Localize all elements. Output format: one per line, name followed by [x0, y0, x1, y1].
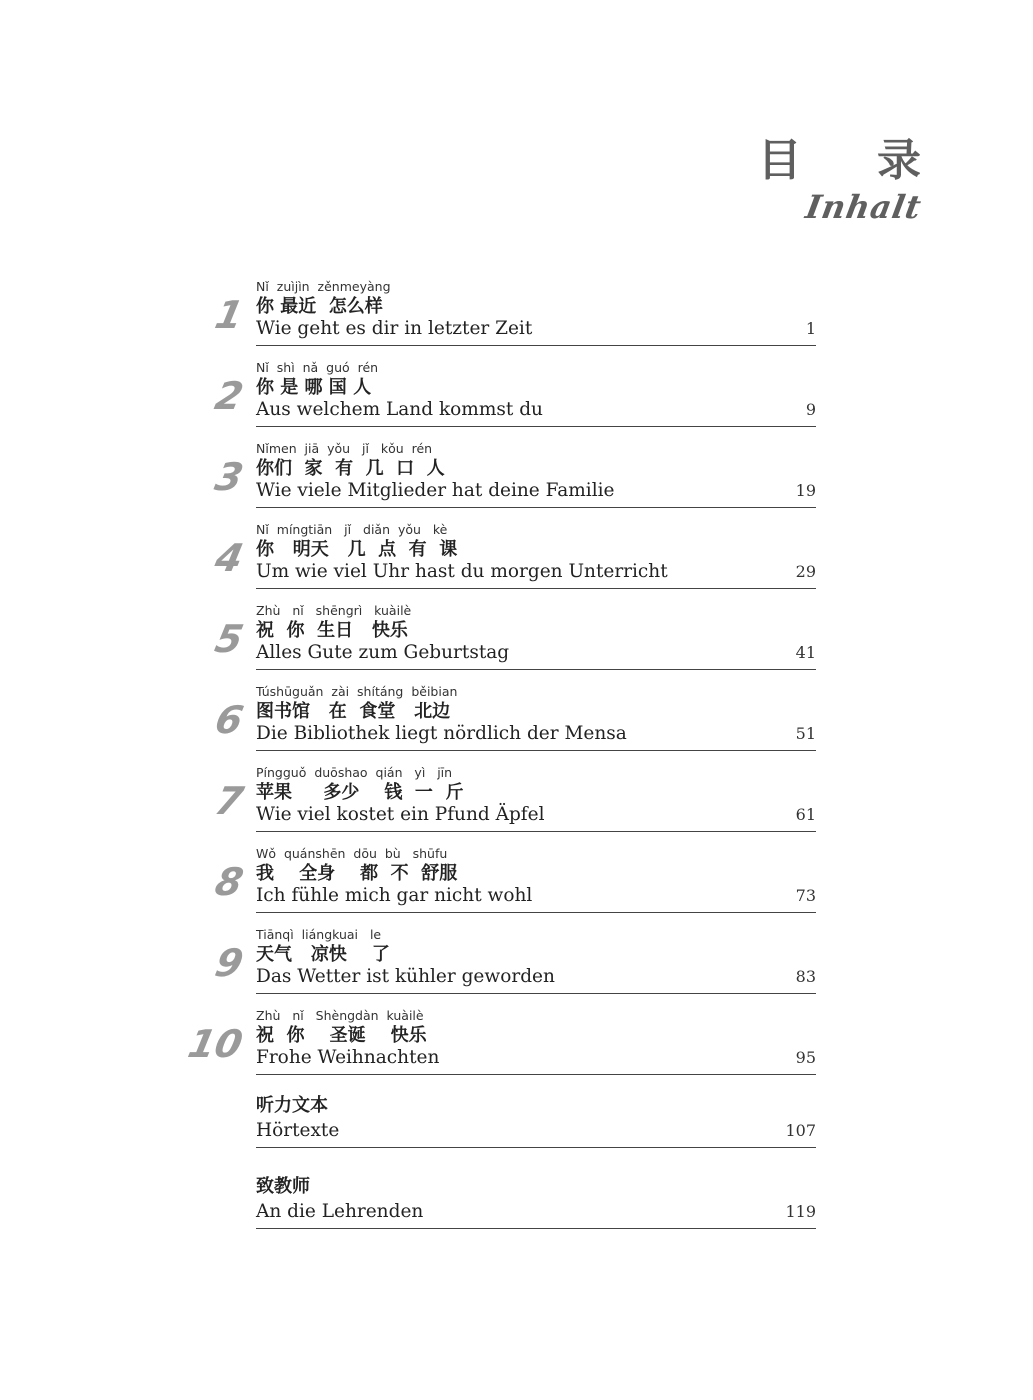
toc-entry-lesson-10[interactable] [184, 1008, 816, 1075]
lesson-pinyin: Nǐ shì nǎ guó rén [256, 360, 379, 375]
lesson-title-german: Um wie viel Uhr hast du morgen Unterricht [256, 561, 668, 582]
lesson-number: 4 [210, 536, 247, 580]
lesson-title-chinese: 苹果 多少 钱 一 斤 [256, 782, 464, 803]
page-number: 73 [795, 886, 816, 905]
lesson-title-chinese: 你 最近 怎么样 [256, 296, 383, 317]
lesson-title-german: Das Wetter ist kühler geworden [256, 966, 555, 987]
lesson-pinyin: Zhù nǐ Shèngdàn kuàilè [256, 1008, 424, 1023]
lesson-pinyin: Wǒ quánshēn dōu bù shūfu [256, 846, 448, 861]
page-number: 29 [795, 562, 816, 581]
lesson-number: 5 [210, 617, 247, 661]
page-number: 19 [795, 481, 816, 500]
page-number: 61 [795, 805, 816, 824]
page-number: 9 [805, 400, 816, 419]
lesson-pinyin: Túshūguǎn zài shítáng běibian [256, 684, 458, 699]
lesson-number: 2 [210, 374, 247, 418]
toc-entry-hoertexte[interactable] [256, 1094, 816, 1148]
lesson-pinyin: Nǐ míngtiān jǐ diǎn yǒu kè [256, 522, 448, 537]
lesson-pinyin: Zhù nǐ shēngrì kuàilè [256, 603, 412, 618]
page-number: 51 [795, 724, 816, 743]
toc-entry-lehrende[interactable] [256, 1175, 816, 1229]
toc-entry-lesson-6[interactable] [210, 684, 816, 751]
section-title-chinese: 听力文本 [256, 1095, 328, 1116]
page-heading [757, 135, 951, 226]
section-title-german: Hörtexte [256, 1120, 340, 1141]
lesson-title-german: Wie viele Mitglieder hat deine Familie [256, 480, 615, 501]
toc-entry-lesson-4[interactable] [210, 522, 816, 589]
page-number: 95 [795, 1048, 816, 1067]
section-title-german: An die Lehrenden [256, 1201, 424, 1222]
section-title-chinese: 致教师 [256, 1176, 310, 1197]
toc-entry-lesson-5[interactable] [210, 603, 816, 670]
toc-entry-lesson-2[interactable] [210, 360, 816, 427]
heading-chinese: 目 录 [757, 135, 951, 186]
heading-german: Inhalt [802, 188, 925, 226]
lesson-title-chinese: 祝 你 圣诞 快乐 [256, 1025, 427, 1046]
page-number: 107 [785, 1121, 816, 1140]
lesson-title-german: Die Bibliothek liegt nördlich der Mensa [256, 723, 627, 744]
lesson-pinyin: Píngguǒ duōshao qián yì jīn [256, 765, 453, 780]
toc-entry-lesson-1[interactable] [210, 279, 816, 346]
lesson-number: 9 [210, 941, 247, 985]
lesson-title-german: Frohe Weihnachten [256, 1047, 440, 1068]
page-number: 119 [785, 1202, 816, 1221]
lesson-title-chinese: 你 明天 几 点 有 课 [256, 539, 458, 560]
lesson-pinyin: Nǐmen jiā yǒu jǐ kǒu rén [256, 441, 433, 456]
lesson-number: 3 [210, 455, 247, 499]
toc-entry-lesson-8[interactable] [210, 846, 816, 913]
lesson-title-chinese: 天气 凉快 了 [256, 944, 390, 965]
toc-entry-lesson-7[interactable] [210, 765, 816, 832]
lesson-title-chinese: 祝 你 生日 快乐 [256, 620, 408, 641]
page-number: 41 [795, 643, 816, 662]
lesson-number: 10 [184, 1022, 247, 1066]
toc-entry-lesson-9[interactable] [210, 927, 816, 994]
lesson-title-german: Wie viel kostet ein Pfund Äpfel [256, 804, 545, 825]
page-number: 1 [805, 319, 816, 338]
lesson-title-german: Alles Gute zum Geburtstag [256, 642, 510, 663]
lesson-title-chinese: 图书馆 在 食堂 北边 [256, 701, 451, 722]
lesson-number: 8 [210, 860, 247, 904]
lesson-title-german: Aus welchem Land kommst du [256, 399, 543, 420]
lesson-number: 7 [210, 779, 247, 823]
lesson-title-german: Wie geht es dir in letzter Zeit [256, 318, 533, 339]
lesson-number: 1 [210, 293, 247, 337]
lesson-title-chinese: 你 是 哪 国 人 [256, 377, 372, 398]
lesson-number: 6 [210, 698, 247, 742]
lesson-pinyin: Nǐ zuìjìn zěnmeyàng [256, 279, 391, 294]
toc-entry-lesson-3[interactable] [210, 441, 816, 508]
lesson-title-chinese: 我 全身 都 不 舒服 [256, 863, 458, 884]
lesson-title-chinese: 你们 家 有 几 口 人 [256, 458, 445, 479]
lesson-pinyin: Tiānqì liángkuai le [256, 927, 382, 942]
lesson-title-german: Ich fühle mich gar nicht wohl [256, 885, 533, 906]
page-number: 83 [795, 967, 816, 986]
